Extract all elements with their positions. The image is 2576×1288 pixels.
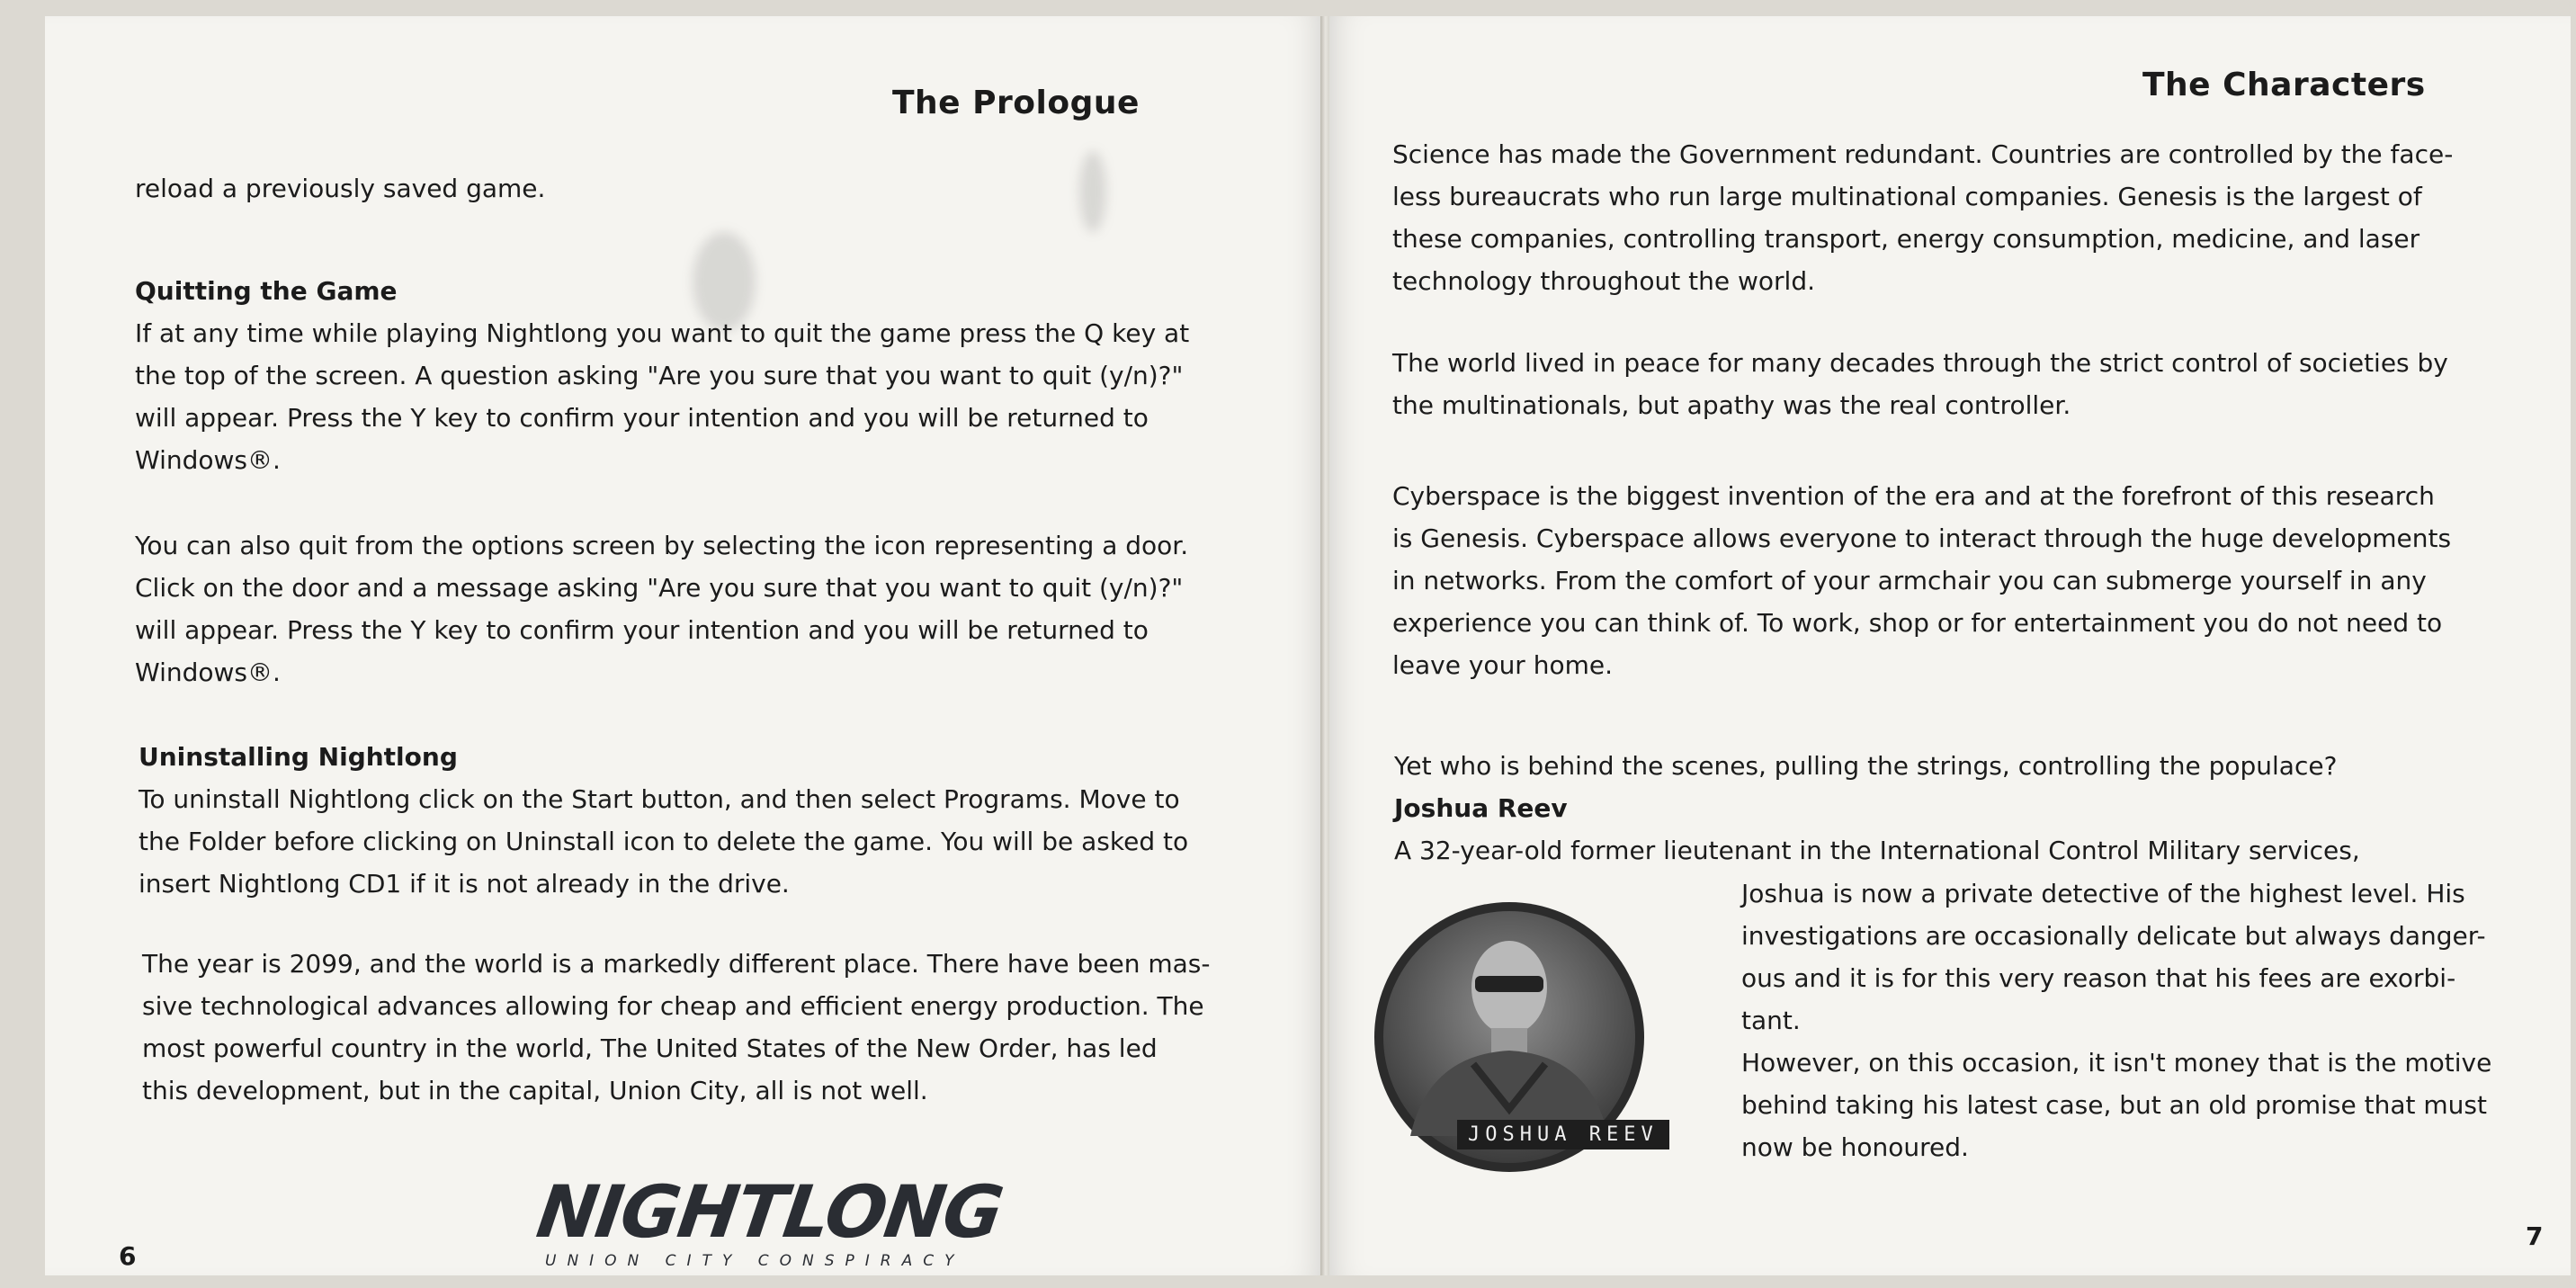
text-line: now be honoured.	[1741, 1132, 1969, 1162]
logo-wordmark: NIGHTLONG	[532, 1170, 1007, 1254]
section-quitting	[135, 270, 1322, 481]
text-line: the Folder before clicking on Uninstall icon to delete the game. You will be asked to	[139, 827, 1189, 856]
text-line: reload a previously saved game.	[135, 174, 546, 203]
text-line: The world lived in peace for many decades through the strict control of societies by	[1392, 348, 2448, 378]
text-line: sive technological advances allowing for cheap and efficient energy production. The	[142, 991, 1204, 1021]
text-line: insert Nightlong CD1 if it is not already in the drive.	[139, 869, 790, 899]
text-line: the multinationals, but apathy was the real controller.	[1392, 390, 2071, 420]
paragraph-cyberspace	[1392, 475, 2562, 686]
paragraph-quit-options	[135, 524, 1322, 693]
text-line: less bureaucrats who run large multinational companies. Genesis is the largest of	[1392, 182, 2422, 211]
text-line: investigations are occasionally delicate but always danger-	[1741, 921, 2486, 951]
page-title: The Prologue	[892, 85, 1140, 121]
character-intro: A 32-year-old former lieutenant in the International Control Military services,	[1394, 836, 2360, 865]
text-line: experience you can think of. To work, shop or for entertainment you do not need to	[1392, 608, 2443, 638]
page-title: The Characters	[2142, 67, 2426, 103]
text-line: Click on the door and a message asking "Are you sure that you want to quit (y/n)?"	[135, 573, 1184, 603]
text-line: will appear. Press the Y key to confirm your intention and you will be returned to	[135, 403, 1149, 433]
logo-subtitle: UNION CITY CONSPIRACY	[545, 1252, 965, 1270]
text-line: To uninstall Nightlong click on the Start button, and then select Programs. Move to	[139, 784, 1180, 814]
text-line: is Genesis. Cyberspace allows everyone to interact through the huge developments	[1392, 523, 2452, 553]
text-line: Windows®.	[135, 445, 281, 475]
section-heading: Uninstalling Nightlong	[139, 742, 458, 772]
ink-smudge	[1079, 151, 1106, 232]
paragraph-prologue	[142, 943, 1322, 1112]
joshua-portrait	[1374, 902, 1716, 1194]
text-line: Yet who is behind the scenes, pulling the strings, controlling the populace?	[1394, 751, 2338, 781]
text-line: Cyberspace is the biggest invention of the era and at the forefront of this research	[1392, 481, 2435, 511]
section-heading: Quitting the Game	[135, 276, 398, 306]
text-line: Joshua is now a private detective of the highest level. His	[1741, 879, 2465, 908]
character-name: Joshua Reev	[1394, 793, 1568, 823]
text-line: tant.	[1741, 1006, 1801, 1035]
page-number: 7	[2526, 1221, 2544, 1251]
character-section	[1394, 745, 2563, 872]
portrait-label: JOSHUA REEV	[1457, 1120, 1669, 1149]
text-line: the top of the screen. A question asking "Are you sure that you want to quit (y/n)?"	[135, 361, 1184, 390]
text-line: However, on this occasion, it isn't money that is the motive	[1741, 1048, 2492, 1078]
text-line: technology throughout the world.	[1392, 266, 1815, 296]
left-page	[45, 16, 1322, 1275]
text-line: most powerful country in the world, The United States of the New Order, has led	[142, 1033, 1158, 1063]
text-line: these companies, controlling transport, energy consumption, medicine, and laser	[1392, 224, 2420, 254]
right-page	[1329, 16, 2571, 1275]
text-line: You can also quit from the options screen by selecting the icon representing a door.	[135, 531, 1189, 560]
text-line: leave your home.	[1392, 650, 1613, 680]
text-line: If at any time while playing Nightlong you want to quit the game press the Q key at	[135, 318, 1190, 348]
text-line: The year is 2099, and the world is a markedly different place. There have been mas-	[142, 949, 1211, 979]
section-uninstall	[139, 736, 1322, 905]
character-description	[1741, 872, 2551, 1168]
text-line: Science has made the Government redundant. Countries are controlled by the face-	[1392, 139, 2454, 169]
text-line: this development, but in the capital, Union City, all is not well.	[142, 1076, 928, 1105]
text-line: Windows®.	[135, 657, 281, 687]
text-line: will appear. Press the Y key to confirm your intention and you will be returned to	[135, 615, 1149, 645]
text-block-intro	[135, 167, 545, 210]
paragraph-science	[1392, 133, 2562, 302]
page-number: 6	[119, 1241, 137, 1271]
text-line: ous and it is for this very reason that his fees are exorbi-	[1741, 963, 2456, 993]
paragraph-peace	[1392, 342, 2562, 426]
text-line: behind taking his latest case, but an old promise that must	[1741, 1090, 2487, 1120]
text-line: in networks. From the comfort of your armchair you can submerge yourself in any	[1392, 566, 2427, 595]
nightlong-logo	[532, 1170, 1007, 1270]
